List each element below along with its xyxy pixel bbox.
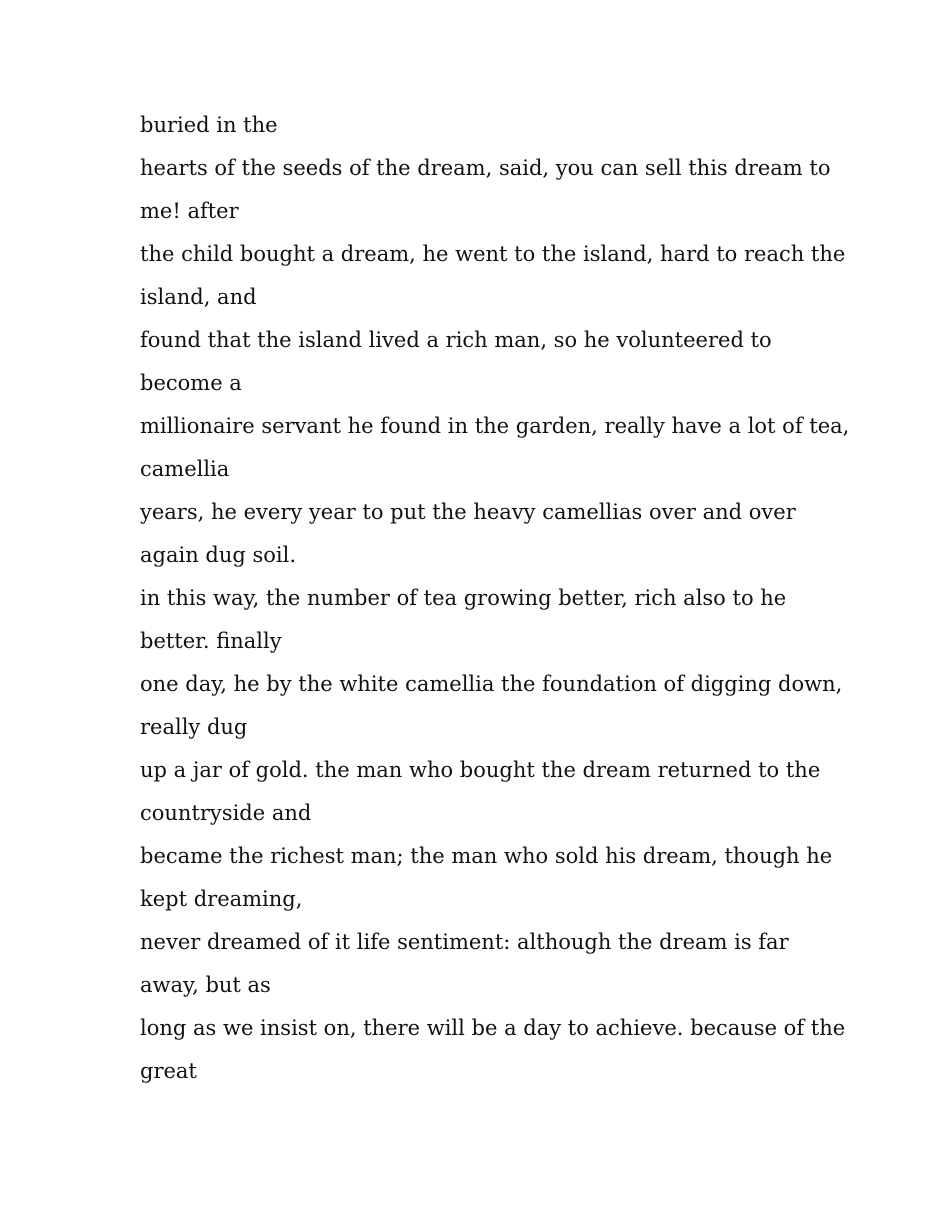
- text-line: buried in the: [140, 113, 278, 137]
- text-line: become a: [140, 371, 242, 395]
- text-line: camellia: [140, 457, 230, 481]
- text-line: one day, he by the white camellia the foundation of digging down,: [140, 672, 843, 696]
- text-line: long as we insist on, there will be a day to achieve. because of the: [140, 1016, 846, 1040]
- text-line: better. finally: [140, 629, 282, 653]
- text-line: kept dreaming,: [140, 887, 303, 911]
- text-line: really dug: [140, 715, 248, 739]
- text-line: island, and: [140, 285, 257, 309]
- text-line: again dug soil.: [140, 543, 297, 567]
- text-line: great: [140, 1059, 197, 1083]
- text-line: in this way, the number of tea growing better, rich also to he: [140, 586, 787, 610]
- text-line: became the richest man; the man who sold his dream, though he: [140, 844, 833, 868]
- text-line: years, he every year to put the heavy camellias over and over: [140, 500, 796, 524]
- text-line: up a jar of gold. the man who bought the dream returned to the: [140, 758, 821, 782]
- text-line: millionaire servant he found in the garden, really have a lot of tea,: [140, 414, 850, 438]
- text-line: found that the island lived a rich man, so he volunteered to: [140, 328, 772, 352]
- text-line: hearts of the seeds of the dream, said, you can sell this dream to: [140, 156, 831, 180]
- text-line: the child bought a dream, he went to the island, hard to reach the: [140, 242, 846, 266]
- text-line: never dreamed of it life sentiment: although the dream is far: [140, 930, 789, 954]
- text-line: me! after: [140, 199, 239, 223]
- text-line: countryside and: [140, 801, 312, 825]
- text-line: away, but as: [140, 973, 271, 997]
- body-text: [140, 104, 850, 1093]
